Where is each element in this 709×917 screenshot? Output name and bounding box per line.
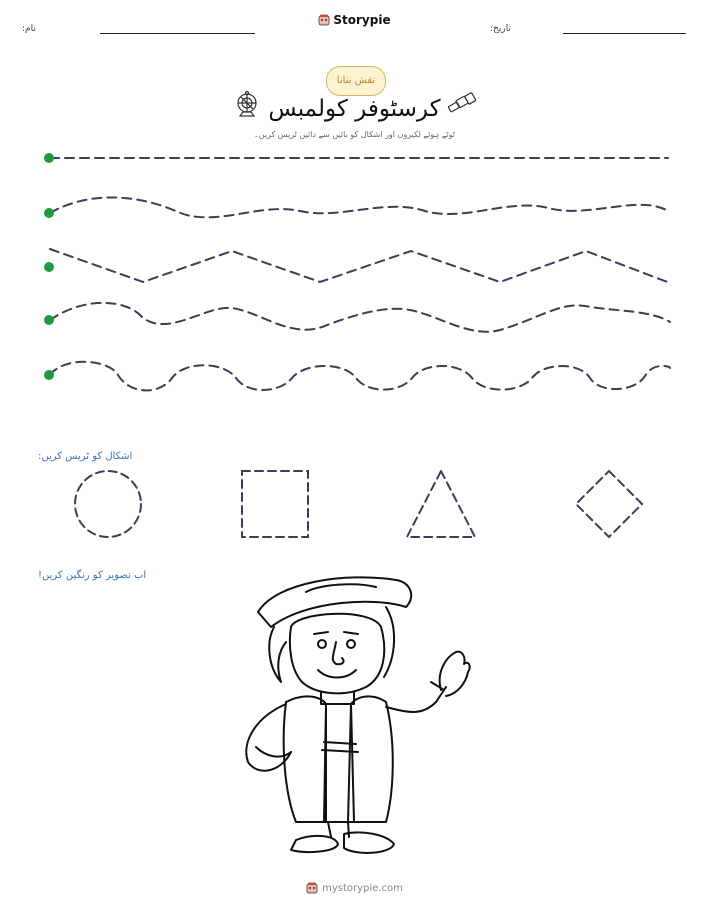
- instructions-text: ٹوٹے ہوئے لکیروں اور اشکال کو بائیں سے دائیں ٹریس کریں۔: [254, 130, 455, 139]
- trace-line-loop-wave[interactable]: [50, 362, 670, 391]
- trace-shape-diamond[interactable]: [576, 471, 642, 537]
- trace-shape-circle[interactable]: [75, 471, 141, 537]
- trace-line-wave-1[interactable]: [50, 197, 670, 217]
- trace-shapes-area: [0, 460, 709, 550]
- start-dot-4: [44, 315, 54, 325]
- coloring-section-heading: اب تصویر کو رنگین کریں!: [38, 570, 147, 581]
- trace-line-zigzag[interactable]: [50, 249, 670, 283]
- trace-line-wave-2[interactable]: [50, 303, 670, 332]
- page-title: کرسٹوفر کولمبس: [268, 96, 441, 122]
- storypie-footer-logo-icon: [306, 882, 318, 894]
- trace-shape-square[interactable]: [242, 471, 308, 537]
- columbus-coloring-image: [236, 572, 472, 862]
- shapes-section-heading: اشکال کو ٹریس کریں:: [38, 451, 133, 462]
- start-dot-1: [44, 153, 54, 163]
- trace-shape-triangle[interactable]: [407, 471, 475, 537]
- tracing-lines-area: [0, 0, 709, 420]
- date-label: تاریخ:: [490, 24, 511, 34]
- start-dot-2: [44, 208, 54, 218]
- footer: [0, 882, 709, 897]
- start-dot-3: [44, 262, 54, 272]
- footer-site-link[interactable]: mystorypie.com: [322, 882, 403, 894]
- name-label: نام:: [22, 24, 36, 34]
- topic-badge: نقش بنانا: [326, 66, 386, 96]
- brand-name: Storypie: [333, 13, 391, 27]
- start-dot-5: [44, 370, 54, 380]
